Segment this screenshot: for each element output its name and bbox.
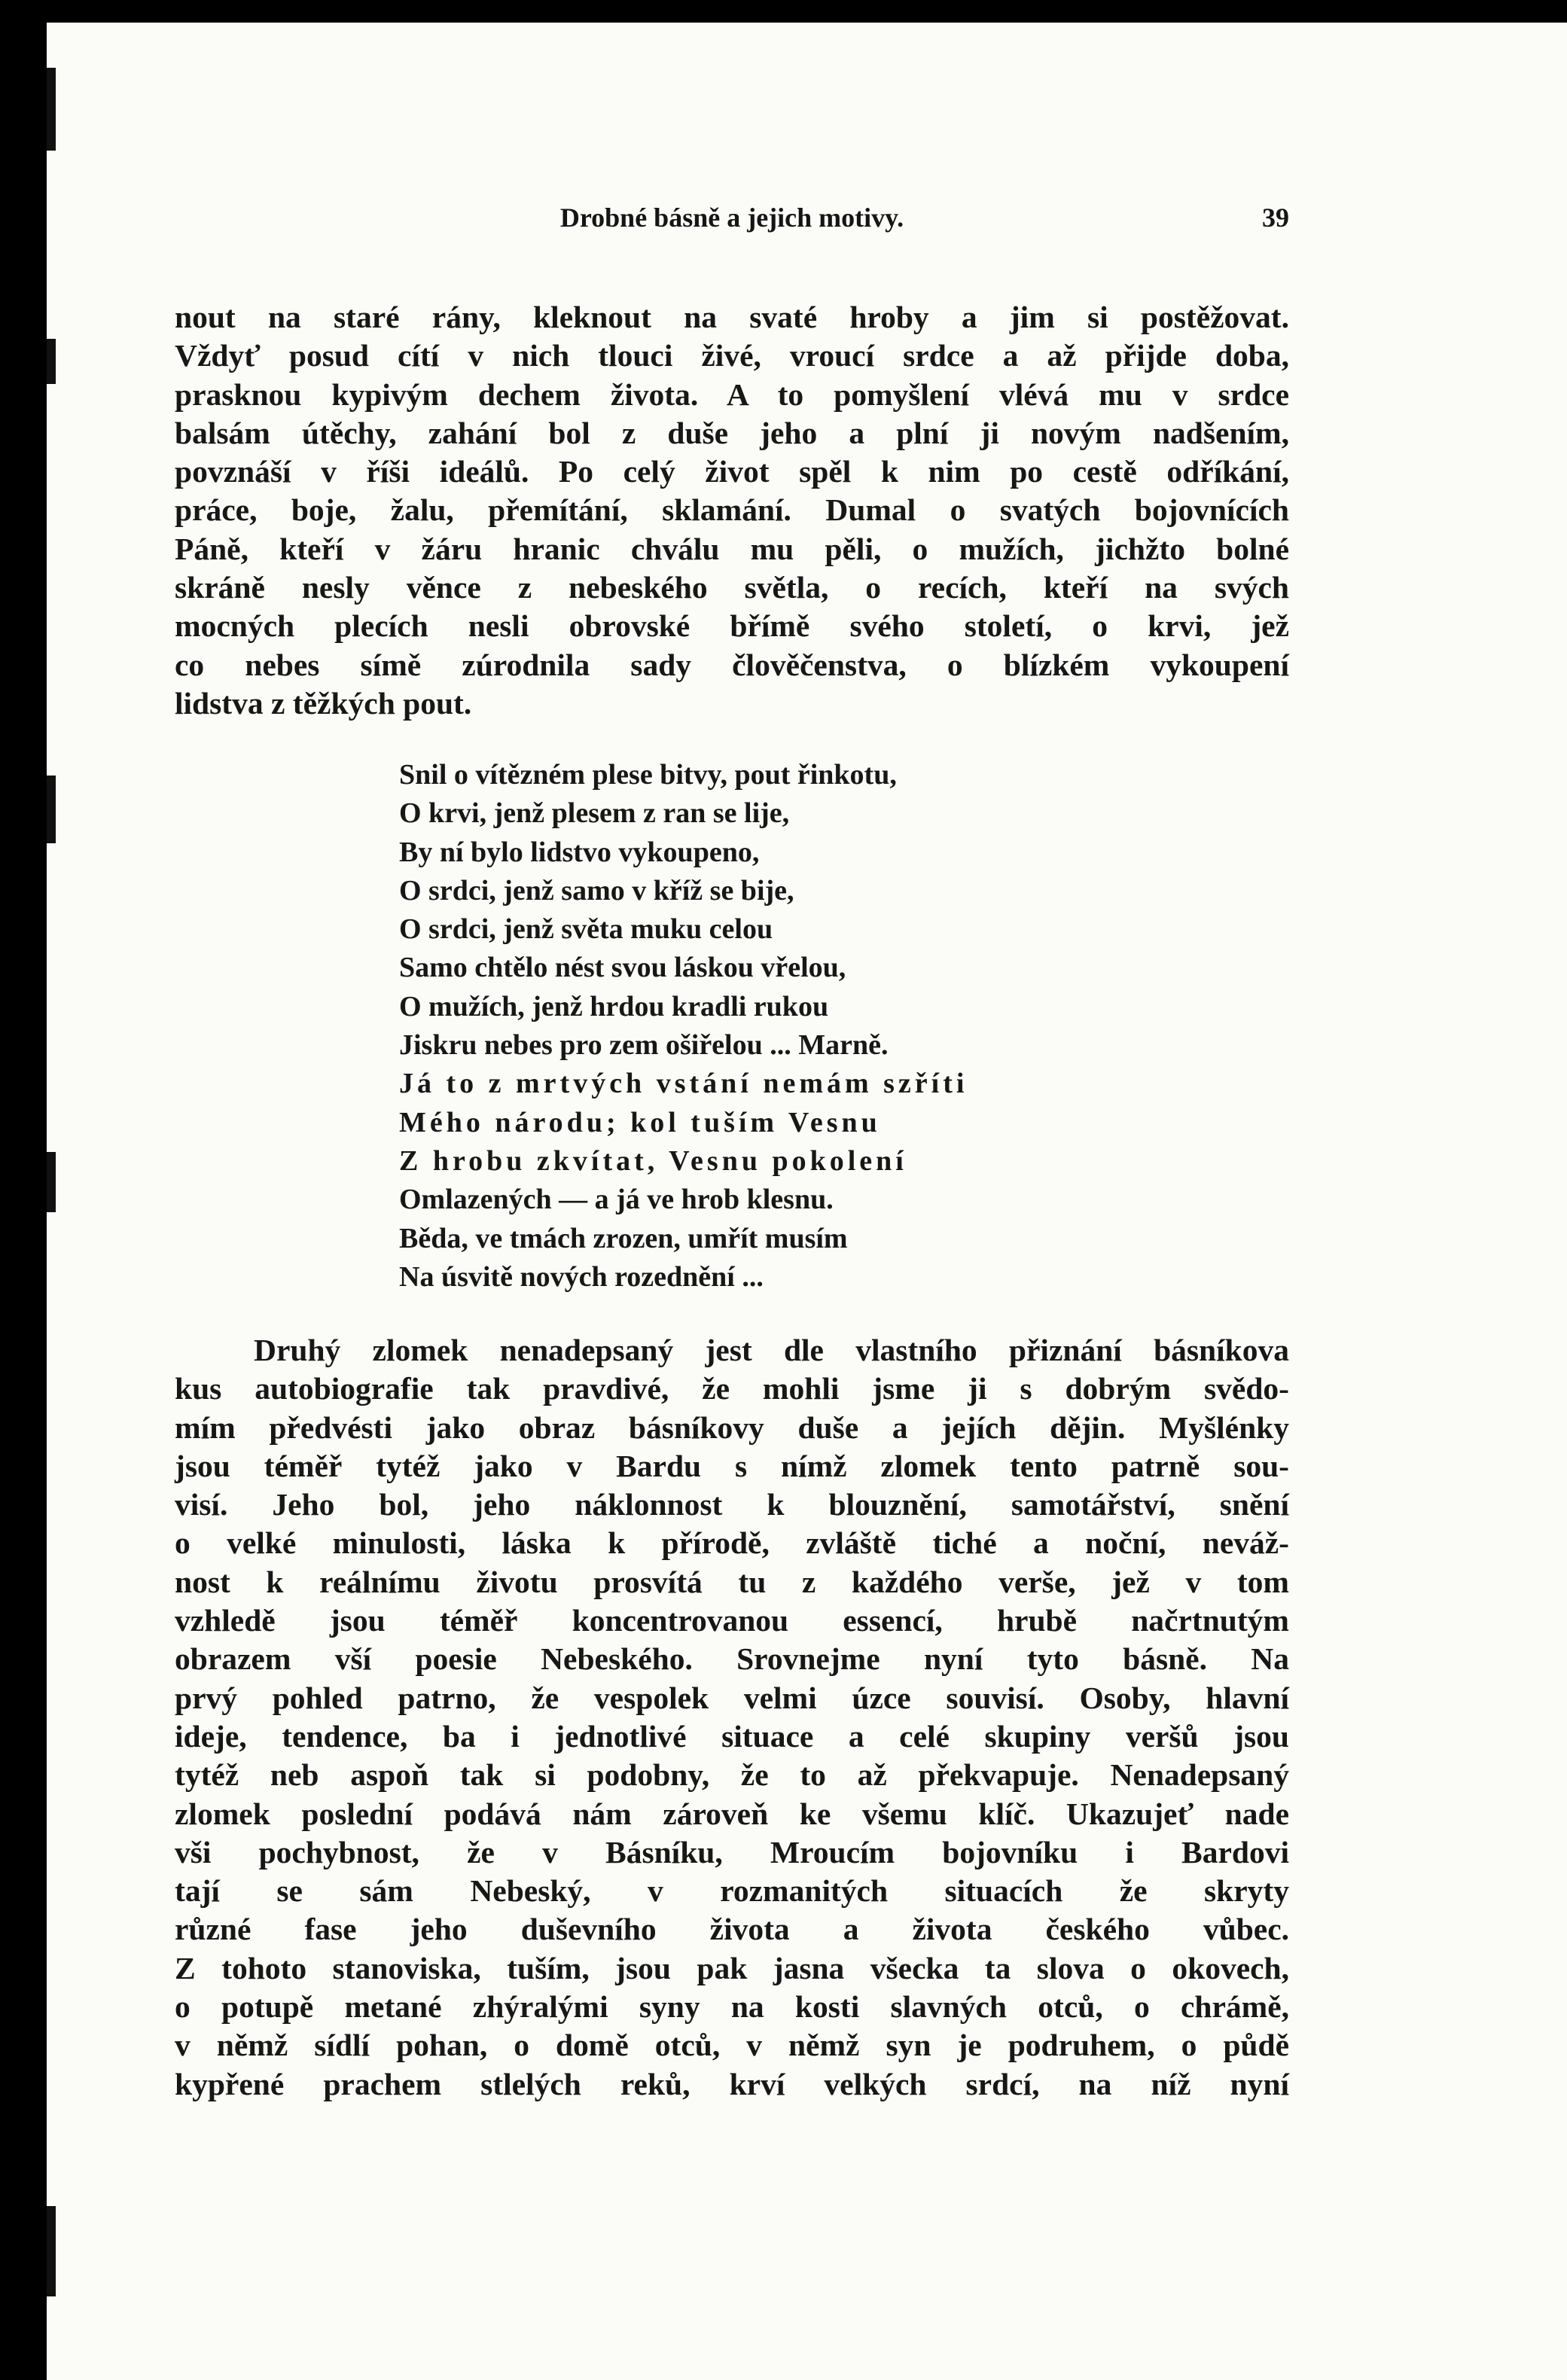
paragraph-1 — [175, 298, 1289, 723]
paragraph-line: vši pochybnost, že v Básníku, Mroucím bojovníku i Bardovi — [175, 1834, 1289, 1870]
paragraph-line: práce, boje, žalu, přemítání, sklamání. Dumal o svatých bojovnících — [175, 492, 1289, 528]
running-title: Drobné básně a jejich motivy. — [559, 203, 904, 233]
paragraph-line: o velké minulosti, láska k přírodě, zvláště tiché a noční, neváž- — [175, 1525, 1289, 1561]
paragraph-line: balsám útěchy, zahání bol z duše jeho a plní ji novým nadšením, — [175, 415, 1289, 450]
scan-edge-mark — [47, 1167, 56, 1212]
paragraph-line: visí. Jeho bol, jeho náklonnost k blouznění, samotářství, snění — [175, 1487, 1289, 1522]
poem-line: Snil o vítězném plese bitvy, pout řinkotu, — [399, 759, 897, 791]
paragraph-line: prasknou kypivým dechem života. A to pomyšlení vlévá mu v srdce — [175, 376, 1289, 412]
paragraph-2 — [175, 1331, 1289, 2104]
poem-line: Samo chtělo nést svou láskou vřelou, — [399, 952, 846, 984]
paragraph-line: obrazem vší poesie Nebeského. Srovnejme nyní tyto básně. Na — [175, 1641, 1289, 1677]
paragraph-line: kus autobiografie tak pravdivé, že mohli jsme ji s dobrým svědo- — [175, 1371, 1289, 1406]
poem-line: O srdci, jenž samo v kříž se bije, — [399, 874, 794, 907]
paragraph-line: jsou téměř tytéž jako v Bardu s nímž zlomek tento patrně sou- — [175, 1448, 1289, 1483]
paragraph-line: lidstva z těžkých pout. — [175, 685, 472, 721]
paragraph-line: nost k reálnímu životu prosvítá tu z každého verše, jež v tom — [175, 1564, 1289, 1599]
paragraph-line: skráně nesly věnce z nebeského světla, o recích, kteří na svých — [175, 570, 1289, 605]
paragraph-line: vzhledě jsou téměř koncentrovanou essencí, hrubě načrtnutým — [175, 1603, 1289, 1638]
paragraph-line: mocných plecích nesli obrovské břímě svého století, o krvi, jež — [175, 608, 1289, 644]
poem-line: O krvi, jenž plesem z ran se lije, — [399, 797, 790, 830]
paragraph-line: tají se sám Nebeský, v rozmanitých situacích že skryty — [175, 1873, 1289, 1909]
paragraph-line: různé fase jeho duševního života a života českého vůbec. — [175, 1912, 1289, 1947]
scan-edge-mark — [47, 2206, 56, 2296]
page-header — [175, 202, 1289, 242]
scan-edge-mark — [47, 776, 56, 843]
poem-line: By ní bylo lidstvo vykoupeno, — [399, 836, 760, 868]
poem-line: Z hrobu zkvítat, Vesnu pokolení — [399, 1144, 907, 1177]
paragraph-line: o potupě metané zhýralými syny na kosti slavných otců, o chrámě, — [175, 1989, 1289, 2025]
poem-line: Jiskru nebes pro zem ošiřelou ... Marně. — [399, 1029, 889, 1062]
paragraph-line: v němž sídlí pohan, o domě otců, v němž syn je podruhem, o půdě — [175, 2028, 1289, 2063]
paragraph-line: povznáší v říši ideálů. Po celý život spěl k nim po cestě odříkání, — [175, 454, 1289, 489]
paragraph-line: ideje, tendence, ba i jednotlivé situace a celé skupiny veršů jsou — [175, 1718, 1289, 1754]
paragraph-line: co nebes símě zúrodnila sady člověčenstva, o blízkém vykoupení — [175, 647, 1289, 682]
paragraph-line: prvý pohled patrno, že vespolek velmi úzce souvisí. Osoby, hlavní — [175, 1680, 1289, 1715]
paragraph-line: Z tohoto stanoviska, tuším, jsou pak jasna všecka ta slova o okovech, — [175, 1950, 1289, 1985]
scan-edge-mark — [47, 68, 56, 151]
poem-line: Běda, ve tmách zrozen, umřít musím — [399, 1222, 848, 1254]
poem-line: Omlazených — a já ve hrob klesnu. — [399, 1184, 834, 1216]
poem-line: O srdci, jenž světa muku celou — [399, 913, 773, 946]
poem-line: O mužích, jenž hrdou kradli rukou — [399, 990, 829, 1022]
paragraph-line: Vždyť posud cítí v nich tlouci živé, vroucí srdce a až přijde doba, — [175, 338, 1289, 373]
paragraph-line: mím předvésti jako obraz básníkovy duše a jejích dějin. Myšlénky — [175, 1409, 1289, 1445]
paragraph-line: Druhý zlomek nenadepsaný jest dle vlastního přiznání básníkova — [254, 1333, 1289, 1367]
paragraph-line: tytéž neb aspoň tak si podobny, že to až překvapuje. Nenadepsaný — [175, 1757, 1289, 1793]
page-number: 39 — [1262, 203, 1289, 233]
scan-edge-mark — [47, 339, 56, 384]
paragraph-line: nout na staré rány, kleknout na svaté hroby a jim si postěžovat. — [175, 300, 1289, 334]
poem-line: Na úsvitě nových rozednění ... — [399, 1260, 764, 1293]
poem — [399, 756, 1077, 1297]
poem-line: Mého národu; kol tuším Vesnu — [399, 1106, 881, 1138]
paragraph-line: zlomek poslední podává nám zároveň ke všemu klíč. Ukazujeť nade — [175, 1796, 1289, 1831]
paragraph-line: Páně, kteří v žáru hranic chválu mu pěli, o mužích, jichžto bolné — [175, 531, 1289, 566]
paragraph-line: kypřené prachem stlelých reků, krví velkých srdcí, na níž nyní — [175, 2066, 1289, 2101]
poem-line: Já to z mrtvých vstání nemám szříti — [399, 1068, 968, 1100]
